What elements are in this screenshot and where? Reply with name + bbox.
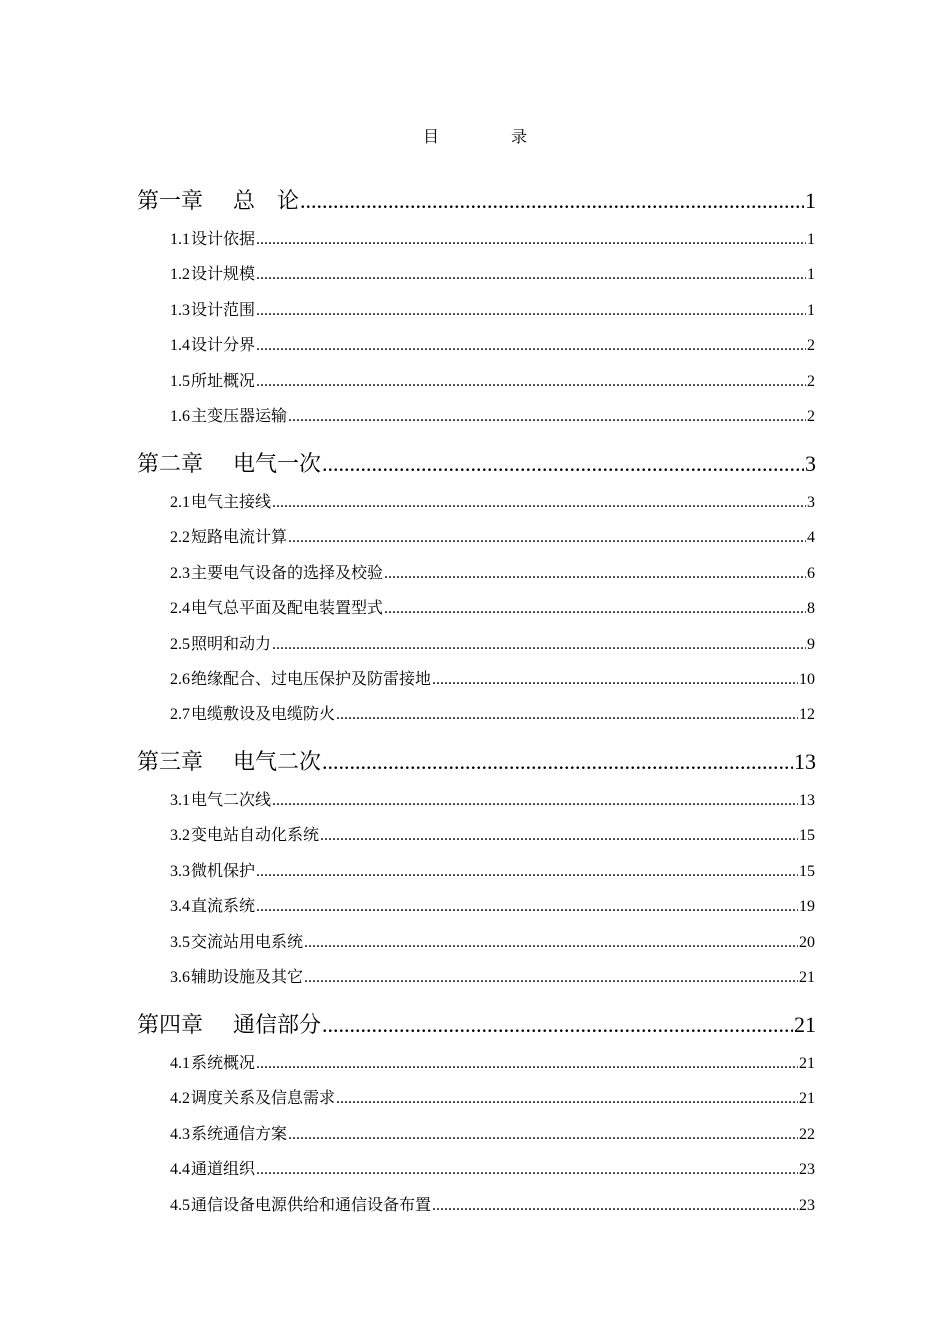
section-title: 设计范围 [191, 301, 256, 319]
dot-leader [288, 1126, 798, 1144]
section-title: 设计分界 [191, 337, 256, 355]
section-title: 短路电流计算 [191, 529, 288, 547]
toc-chapter-entry[interactable] [137, 184, 816, 214]
section-title: 交流站用电系统 [191, 933, 304, 951]
section-number: 2.1 [170, 494, 190, 511]
dot-leader [432, 671, 798, 689]
page-number: 12 [799, 706, 815, 724]
section-title: 微机保护 [191, 862, 256, 880]
toc-section-entry[interactable] [170, 595, 815, 617]
section-number: 2.3 [170, 564, 190, 582]
toc-section-entry[interactable] [170, 332, 815, 354]
section-number: 1.3 [170, 301, 190, 319]
toc-chapter-entry[interactable] [137, 1008, 816, 1038]
dot-leader [256, 1161, 798, 1179]
dot-leader [320, 827, 798, 845]
section-title: 系统通信方案 [191, 1125, 288, 1143]
dot-leader [336, 706, 798, 724]
toc-section-entry[interactable] [170, 226, 815, 248]
section-number: 4.4 [170, 1161, 190, 1179]
section-number: 3.6 [170, 969, 190, 986]
toc-chapter-entry[interactable] [137, 745, 816, 775]
dot-leader [384, 565, 806, 583]
section-number: 4.3 [170, 1125, 190, 1143]
toc-section-entry[interactable] [170, 1156, 815, 1178]
dot-leader [322, 749, 793, 775]
section-title: 辅助设施及其它 [191, 969, 304, 986]
page-number: 3 [805, 451, 816, 476]
toc-section-entry[interactable] [170, 929, 815, 951]
dot-leader [256, 373, 806, 391]
section-number: 2.4 [170, 600, 190, 618]
section-title: 直流系统 [191, 898, 256, 916]
section-title: 主要电气设备的选择及校验 [191, 564, 384, 582]
page-number: 6 [807, 564, 815, 582]
toc-section-entry[interactable] [170, 1050, 815, 1072]
dot-leader [432, 1197, 798, 1215]
page-number: 20 [799, 933, 815, 951]
section-number: 1.1 [170, 231, 190, 248]
chapter-number: 第四章 [137, 1012, 204, 1037]
section-number: 1.6 [170, 408, 190, 425]
toc-section-entry[interactable] [170, 489, 815, 511]
page-number: 23 [799, 1196, 815, 1214]
dot-leader [322, 451, 804, 477]
toc-section-entry[interactable] [170, 1085, 815, 1107]
page-number: 2 [807, 372, 815, 390]
page-number: 13 [799, 792, 815, 809]
section-number: 2.6 [170, 671, 190, 688]
section-number: 3.2 [170, 827, 190, 845]
page-number: 19 [799, 898, 815, 916]
section-title: 变电站自动化系统 [191, 827, 320, 845]
chapter-title: 电气一次 [233, 451, 322, 476]
toc-section-entry[interactable] [170, 297, 815, 319]
toc-section-entry[interactable] [170, 858, 815, 880]
section-number: 1.2 [170, 266, 190, 284]
dot-leader [256, 1055, 798, 1073]
chapter-number: 第一章 [137, 188, 204, 213]
page-number: 15 [799, 827, 815, 845]
section-title: 电缆敷设及电缆防火 [191, 706, 336, 724]
section-title: 电气二次线 [191, 792, 272, 809]
section-title: 所址概况 [191, 372, 256, 390]
chapter-number: 第三章 [137, 749, 204, 774]
toc-section-entry[interactable] [170, 524, 815, 546]
dot-leader [256, 302, 806, 320]
toc-section-entry[interactable] [170, 893, 815, 915]
chapter-title: 总 论 [233, 188, 300, 213]
toc-chapter-entry[interactable] [137, 447, 816, 477]
dot-leader [300, 188, 804, 214]
page-number: 2 [807, 337, 815, 355]
page-number: 3 [807, 494, 815, 511]
toc-section-entry[interactable] [170, 1192, 815, 1214]
page-number: 4 [807, 529, 815, 547]
dot-leader [272, 494, 806, 512]
section-title: 主变压器运输 [191, 408, 288, 425]
section-number: 1.5 [170, 372, 190, 390]
section-title: 绝缘配合、过电压保护及防雷接地 [191, 671, 432, 688]
section-number: 4.2 [170, 1090, 190, 1108]
toc-section-entry[interactable] [170, 964, 815, 986]
section-number: 3.5 [170, 933, 190, 951]
dot-leader [288, 408, 806, 426]
section-title: 设计依据 [191, 231, 256, 248]
dot-leader [304, 969, 798, 987]
dot-leader [256, 231, 806, 249]
section-title: 设计规模 [191, 266, 256, 284]
page-number: 15 [799, 862, 815, 880]
dot-leader [272, 636, 806, 654]
page-number: 23 [799, 1161, 815, 1179]
toc-section-entry[interactable] [170, 631, 815, 653]
dot-leader [256, 898, 798, 916]
page-number: 21 [799, 969, 815, 986]
section-number: 2.7 [170, 706, 190, 724]
dot-leader [256, 337, 806, 355]
section-title: 通信设备电源供给和通信设备布置 [191, 1196, 432, 1214]
page-number: 9 [807, 635, 815, 653]
section-title: 照明和动力 [191, 635, 272, 653]
toc-section-entry[interactable] [170, 666, 815, 688]
dot-leader [304, 934, 798, 952]
page-number: 1 [805, 188, 816, 213]
dot-leader [256, 266, 806, 284]
dot-leader [322, 1012, 793, 1038]
section-title: 电气主接线 [191, 494, 272, 511]
section-number: 3.3 [170, 862, 190, 880]
dot-leader [288, 529, 806, 547]
page-number: 22 [799, 1125, 815, 1143]
dot-leader [256, 863, 798, 881]
page-number: 21 [799, 1055, 815, 1072]
page-number: 8 [807, 600, 815, 618]
chapter-number: 第二章 [137, 451, 204, 476]
section-number: 2.2 [170, 529, 190, 547]
page-number: 1 [807, 301, 815, 319]
page-title: 目 录 [422, 129, 555, 146]
section-title: 通道组织 [191, 1161, 256, 1179]
page-number: 1 [807, 231, 815, 248]
section-title: 电气总平面及配电装置型式 [191, 600, 384, 618]
dot-leader [336, 1090, 798, 1108]
toc-section-entry[interactable] [170, 1121, 815, 1143]
section-title: 系统概况 [191, 1055, 256, 1072]
section-title: 调度关系及信息需求 [191, 1090, 336, 1108]
toc-section-entry[interactable] [170, 822, 815, 844]
chapter-title: 电气二次 [233, 749, 322, 774]
toc-section-entry[interactable] [170, 368, 815, 390]
toc-section-entry[interactable] [170, 701, 815, 723]
page-number: 1 [807, 266, 815, 284]
section-number: 4.5 [170, 1196, 190, 1214]
page-number: 21 [799, 1090, 815, 1108]
toc-section-entry[interactable] [170, 261, 815, 283]
chapter-title: 通信部分 [233, 1012, 322, 1037]
page-number: 21 [794, 1012, 816, 1037]
dot-leader [384, 600, 806, 618]
page-number: 13 [794, 749, 816, 774]
toc-section-entry[interactable] [170, 787, 815, 809]
section-number: 4.1 [170, 1055, 190, 1072]
section-number: 3.1 [170, 792, 190, 809]
dot-leader [272, 792, 798, 810]
section-number: 2.5 [170, 635, 190, 653]
toc-section-entry[interactable] [170, 403, 815, 425]
toc-section-entry[interactable] [170, 560, 815, 582]
section-number: 1.4 [170, 337, 190, 355]
page-number: 10 [799, 671, 815, 688]
page-number: 2 [807, 408, 815, 425]
section-number: 3.4 [170, 898, 190, 916]
